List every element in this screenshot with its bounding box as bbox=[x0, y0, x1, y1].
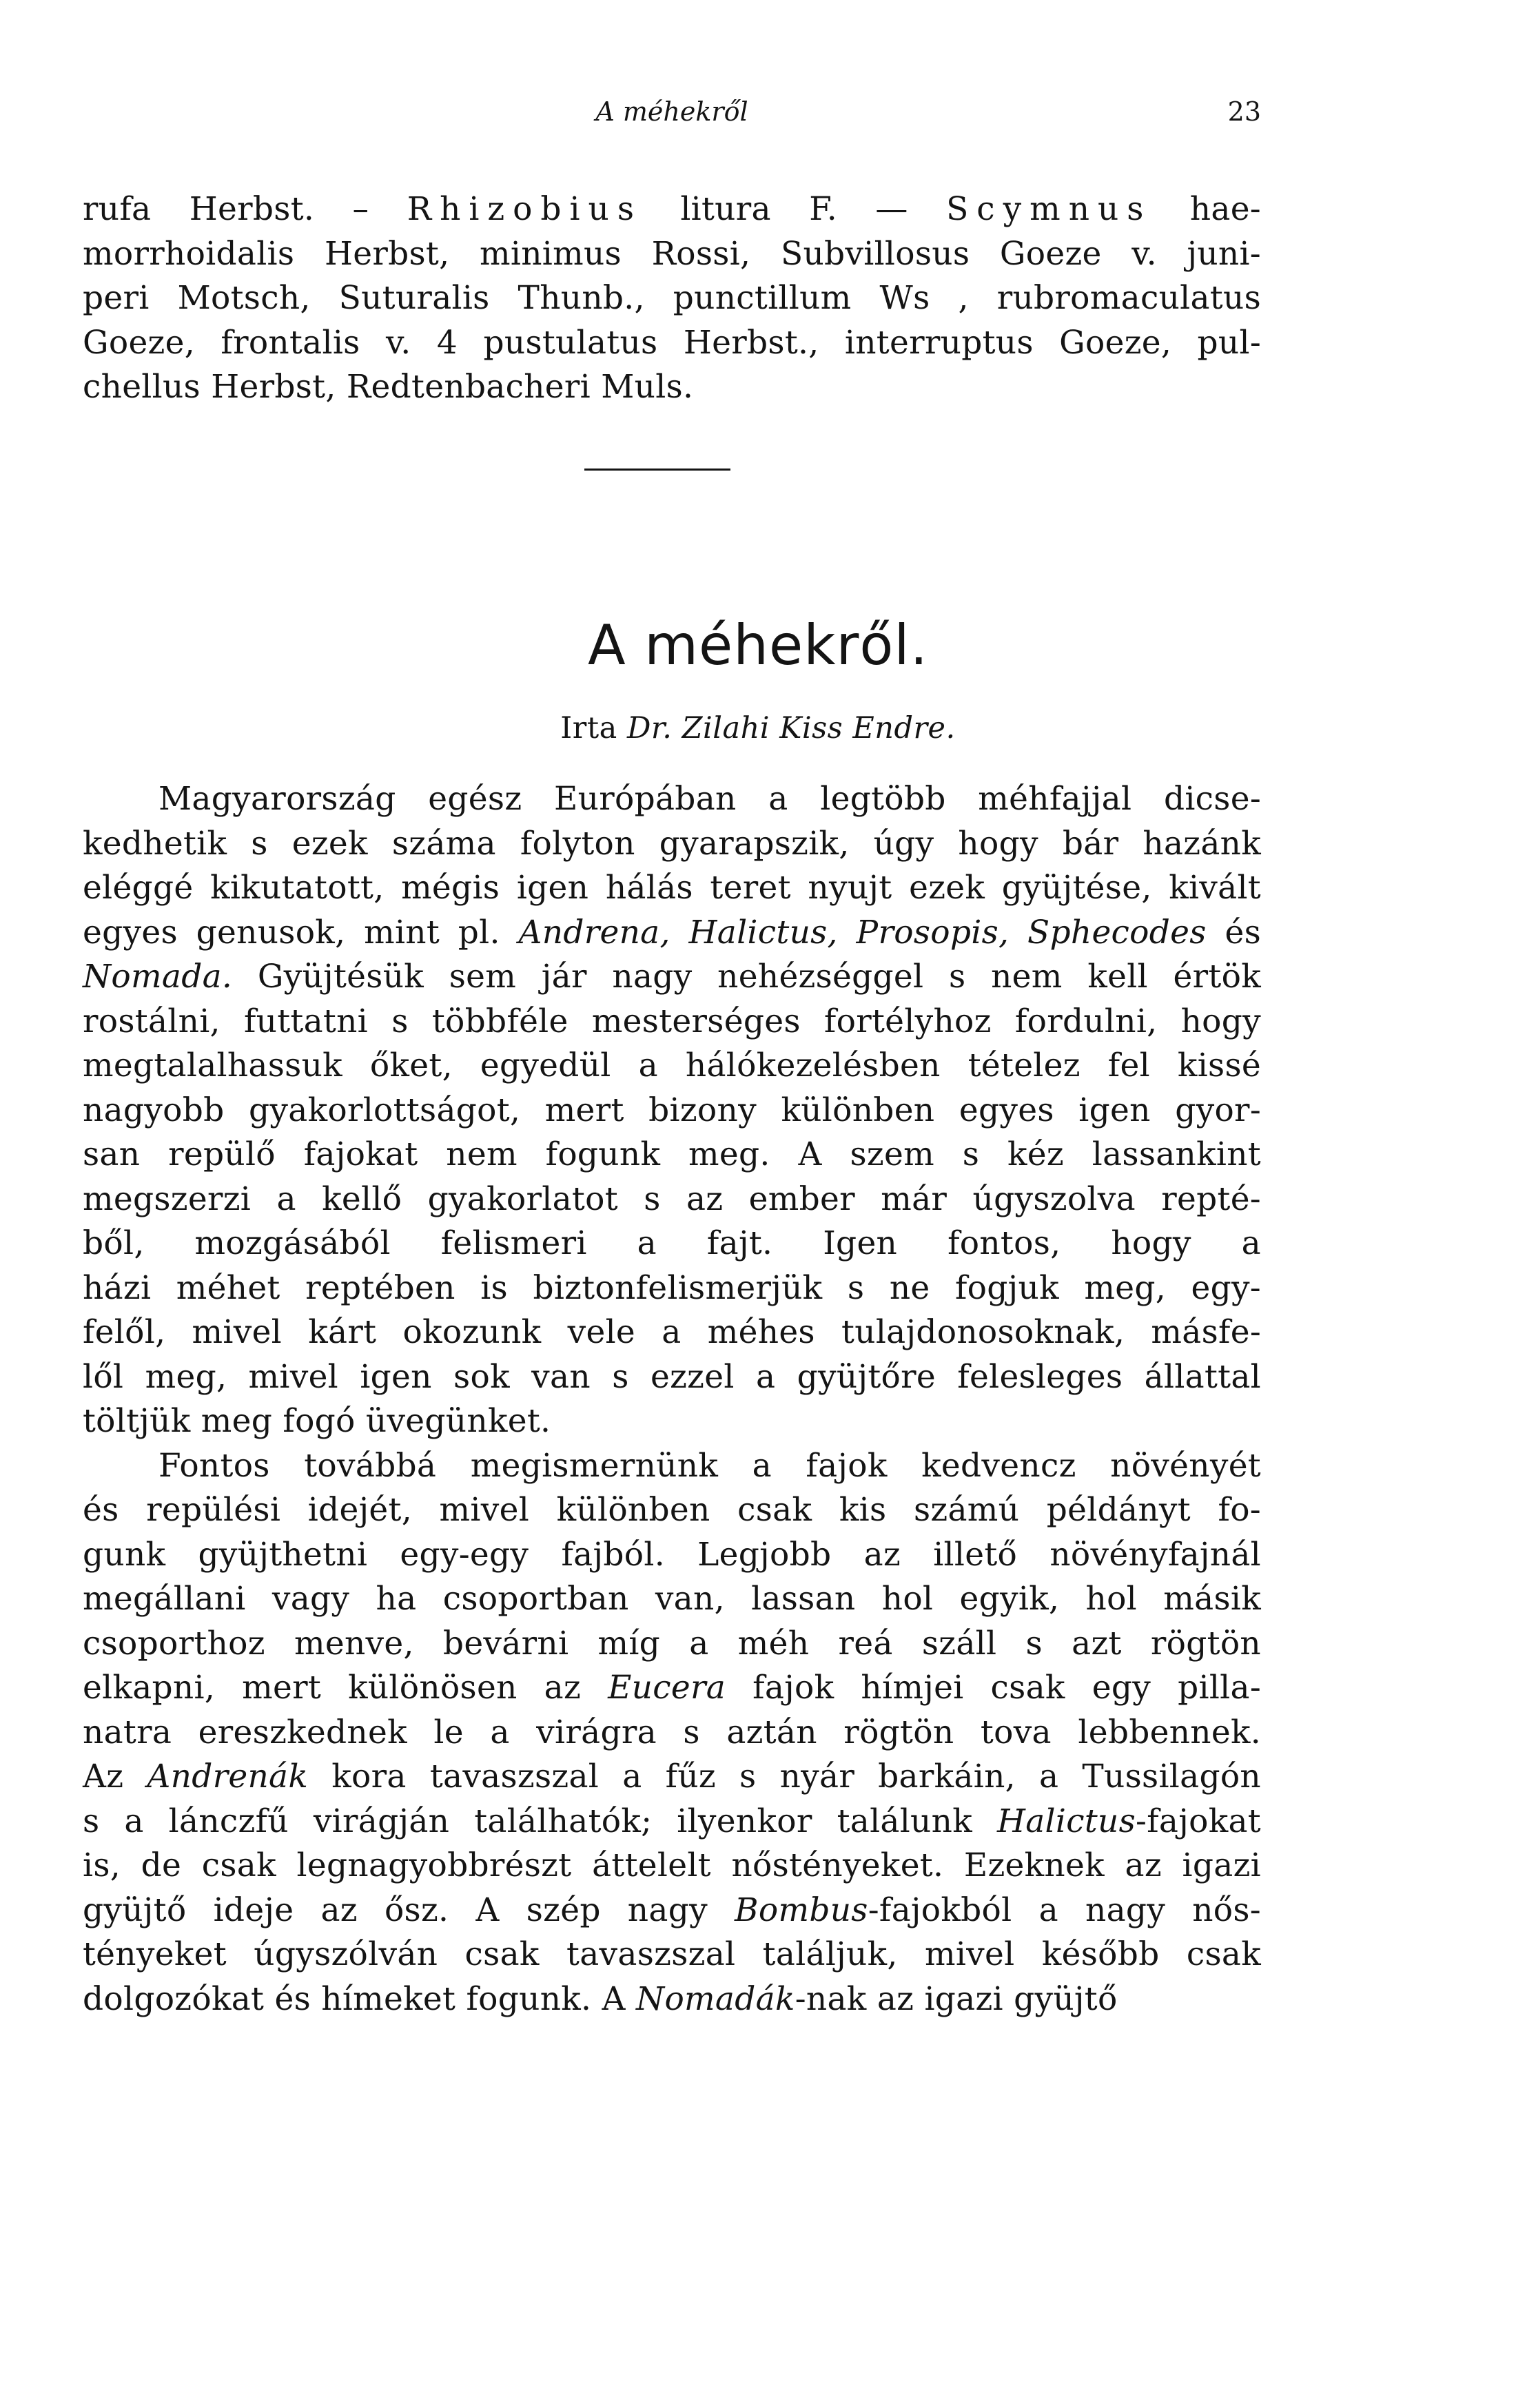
text-line: chellus Herbst, Redtenbacheri Muls. bbox=[83, 368, 694, 406]
text-line: eléggé kikutatott, mégis igen hálás teret nyujt ezek gyüjtése, kivált bbox=[83, 869, 1261, 907]
taxon-name: Bombus bbox=[735, 1891, 868, 1929]
running-title: A méhekről bbox=[595, 96, 748, 127]
taxon-name: Andrenák bbox=[147, 1758, 309, 1795]
text-run: fajok hímjei csak egy pilla- bbox=[726, 1669, 1261, 1707]
text-line bbox=[83, 1755, 1261, 1800]
text-line: is, de csak legnagyobbrészt áttelelt nőstényeket. Ezeknek az igazi bbox=[83, 1846, 1261, 1884]
intro-paragraph bbox=[83, 187, 1261, 410]
text-line: töltjük meg fogó üvegünket. bbox=[83, 1402, 551, 1440]
text-line: gunk gyüjthetni egy-egy fajból. Legjobb az illető növényfajnál bbox=[83, 1535, 1261, 1574]
page-number: 23 bbox=[1227, 96, 1261, 127]
text-run: -fajokat bbox=[1136, 1802, 1261, 1840]
text-line: rostálni, futtatni s többféle mesterséges fortélyhoz fordulni, hogy bbox=[83, 1002, 1261, 1040]
text-line: lől meg, mivel igen sok van s ezzel a gyüjtőre felesleges állattal bbox=[83, 1357, 1261, 1396]
text-line bbox=[83, 1977, 1261, 2022]
text-line: peri Motsch, Suturalis Thunb., punctillum Ws , rubromaculatus bbox=[83, 279, 1261, 317]
text-run: Az bbox=[83, 1758, 147, 1795]
text-line bbox=[83, 1666, 1261, 1711]
text-run: egyes genusok, mint pl. bbox=[83, 913, 519, 951]
text-run: dolgozókat és hímeket fogunk. A bbox=[83, 1979, 637, 2018]
taxon-name: Eucera bbox=[608, 1669, 726, 1707]
text-line: megszerzi a kellő gyakorlatot s az ember már úgyszolva repté- bbox=[83, 1180, 1261, 1218]
byline-prefix: Irta bbox=[560, 711, 627, 745]
taxon-name: Nomadák bbox=[636, 1979, 795, 2018]
text-run: hae- bbox=[1151, 190, 1261, 228]
text-line: morrhoidalis Herbst, minimus Rossi, Subvillosus Goeze v. juni- bbox=[83, 234, 1261, 273]
taxon-name: Halictus bbox=[996, 1802, 1136, 1840]
text-line bbox=[83, 955, 1261, 1000]
text-line: Fontos továbbá megismernünk a fajok kedvencz növényét bbox=[158, 1446, 1261, 1485]
text-line bbox=[83, 911, 1261, 956]
author-name: Dr. Zilahi Kiss Endre. bbox=[626, 711, 956, 745]
text-line bbox=[83, 1889, 1261, 1933]
text-line: megtalalhassuk őket, egyedül a hálókezelésben tételez fel kissé bbox=[83, 1047, 1261, 1084]
text-run: s a lánczfű virágján találhatók; ilyenkor találunk bbox=[83, 1802, 997, 1840]
text-run: rufa Herbst. – bbox=[83, 190, 407, 228]
taxon-name: Nomada. bbox=[83, 958, 233, 996]
text-line: és repülési idejét, mivel különben csak kis számú példányt fo- bbox=[83, 1491, 1261, 1529]
running-head bbox=[83, 96, 1261, 138]
section-divider bbox=[584, 469, 730, 471]
text-run: kora tavaszszal a fűz s nyár barkáin, a Tussilagón bbox=[308, 1758, 1261, 1795]
taxon-name: Andrena, Halictus, Prosopis, Sphecodes bbox=[518, 913, 1207, 951]
text-line: san repülő fajokat nem fogunk meg. A szem s kéz lassankint bbox=[83, 1135, 1261, 1173]
text-line: Goeze, frontalis v. 4 pustulatus Herbst., interruptus Goeze, pul- bbox=[83, 323, 1261, 362]
genus-name: Scymnus bbox=[946, 190, 1152, 228]
text-line: megállani vagy ha csoportban van, lassan hol egyik, hol másik bbox=[83, 1580, 1261, 1618]
text-line: nagyobb gyakorlottságot, mert bizony különben egyes igen gyor- bbox=[83, 1091, 1261, 1129]
text-run: litura F. — bbox=[642, 190, 947, 228]
text-run: -fajokból a nagy nős- bbox=[868, 1891, 1261, 1929]
text-line: házi méhet reptében is biztonfelismerjük s ne fogjuk meg, egy- bbox=[83, 1268, 1261, 1307]
article-body bbox=[83, 777, 1261, 2021]
text-line: tényeket úgyszólván csak tavaszszal találjuk, mivel később csak bbox=[83, 1935, 1261, 1973]
text-run: elkapni, mert különösen az bbox=[83, 1669, 608, 1707]
text-line: natra ereszkednek le a virágra s aztán rögtön tova lebbennek. bbox=[83, 1713, 1261, 1751]
byline bbox=[0, 711, 1516, 745]
text-line: kedhetik s ezek száma folyton gyarapszik, úgy hogy bár hazánk bbox=[83, 824, 1261, 863]
text-run: és bbox=[1206, 913, 1261, 951]
text-line: Magyarország egész Európában a legtöbb méhfajjal dicse- bbox=[158, 780, 1261, 818]
genus-name: Rhizobius bbox=[407, 190, 642, 228]
text-line: ből, mozgásából felismeri a fajt. Igen fontos, hogy a bbox=[83, 1224, 1261, 1262]
text-run: gyüjtő ideje az ősz. A szép nagy bbox=[83, 1891, 735, 1929]
text-run: -nak az igazi gyüjtő bbox=[795, 1979, 1118, 2018]
article-title: A méhekről. bbox=[587, 613, 929, 677]
text-run: Gyüjtésük sem jár nagy nehézséggel s nem kell értök bbox=[232, 958, 1261, 996]
text-line: felől, mivel kárt okozunk vele a méhes tulajdonosoknak, másfe- bbox=[83, 1313, 1261, 1351]
text-line bbox=[83, 187, 1261, 232]
text-line bbox=[83, 1800, 1261, 1844]
text-line: csoporthoz menve, bevárni míg a méh reá száll s azt rögtön bbox=[83, 1624, 1261, 1663]
